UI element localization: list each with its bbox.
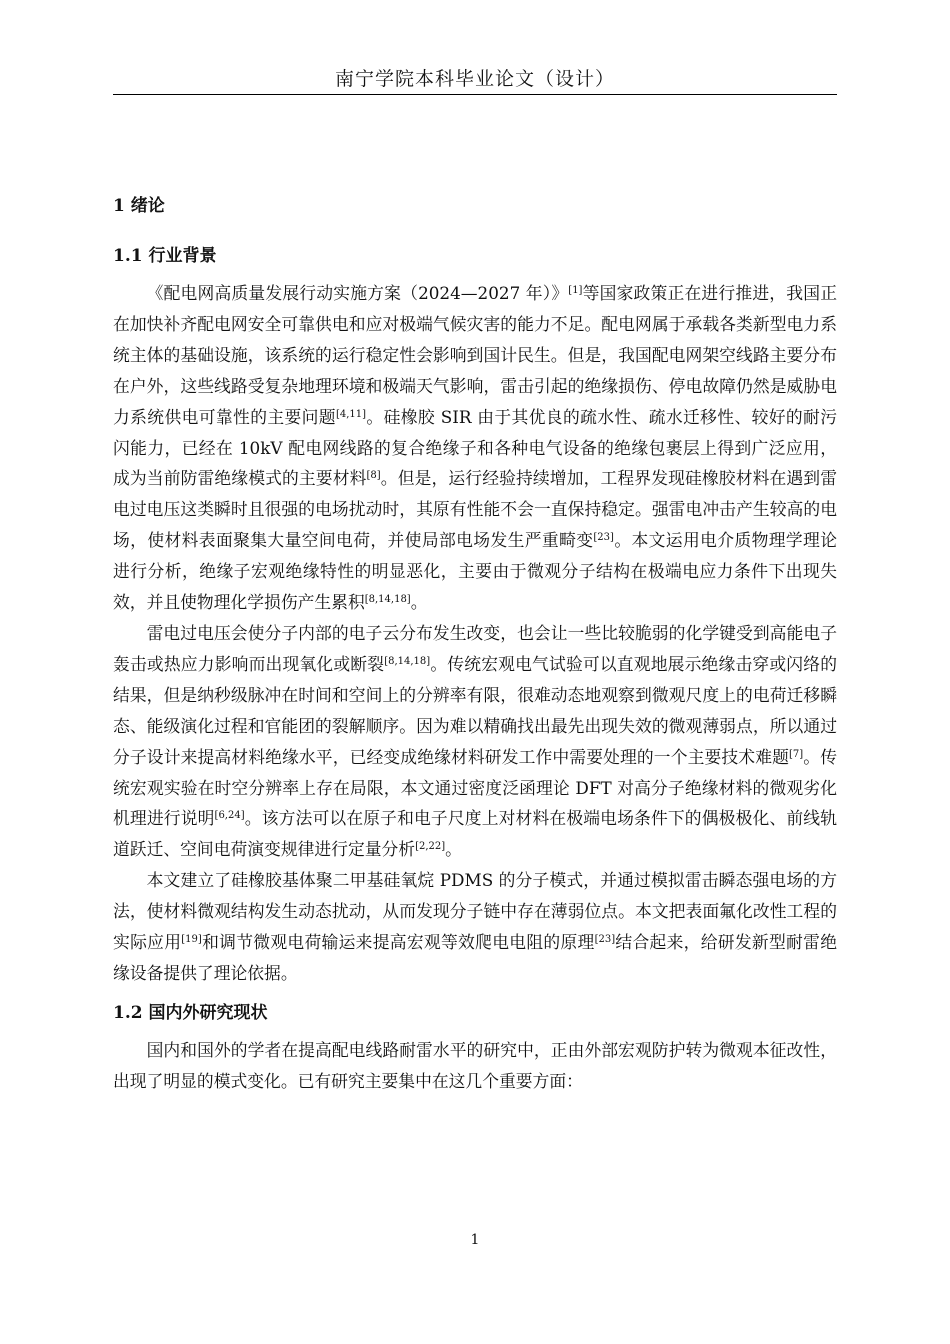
citation-ref: [8,14,18] <box>384 655 431 667</box>
citation-ref: [23] <box>594 934 616 946</box>
section-1-2-body <box>113 1035 837 1097</box>
body-paragraph <box>113 278 837 618</box>
text-run: 。传统宏观实验在时空分辨率上存在局限，本文通过密度泛函理论 DFT 对高分子绝缘材料的微观劣化机理进行说明 <box>113 746 837 829</box>
citation-ref: [1] <box>568 285 583 296</box>
text-run: 。该方法可以在原子和电子尺度上对材料在极端电场条件下的偶极极化、前线轨道跃迁、空间电荷演变规律进行定量分析 <box>113 808 837 860</box>
citation-ref: [8] <box>366 470 381 482</box>
section-title-1-2: 1.2 国内外研究现状 <box>113 1002 268 1023</box>
body-paragraph <box>113 1035 837 1097</box>
text-run: 结合起来，给研发新型耐雷绝缘设备提供了理论依据。 <box>113 932 837 983</box>
text-run: 。传统宏观电气试验可以直观地展示绝缘击穿或闪络的结果，但是纳秒级脉冲在时间和空间上的分辨率有限，很难动态地观察到微观尺度上的电荷迁移瞬态、能级演化过程和官能团的裂解顺序。因为难以精确找出最先出现失效的微观薄弱点，所以通过分子设计来提高材料绝缘水平，已经变成绝缘材料研发工作中需要处理的一个主要技术难题 <box>113 653 837 767</box>
citation-ref: [7] <box>789 748 804 760</box>
text-run: 雷电过电压会使分子内部的电子云分布发生改变，也会让一些比较脆弱的化学键受到高能电子轰击或热应力影响而出现氧化或断裂 <box>113 622 837 674</box>
text-run: 《配电网高质量发展行动实施方案（2024—2027 年）》 <box>146 283 569 303</box>
citation-ref: [23] <box>593 532 614 544</box>
citation-ref: [8,14,18] <box>364 594 411 606</box>
citation-ref: [19] <box>181 934 202 946</box>
header-rule <box>113 94 837 95</box>
citation-ref: [2,22] <box>415 841 446 853</box>
citation-ref: [4,11] <box>335 408 367 420</box>
section-1-1-body <box>113 278 837 989</box>
citation-ref: [6,24] <box>214 810 245 822</box>
page-number: 1 <box>470 1232 480 1248</box>
body-paragraph <box>113 618 837 865</box>
section-title-1-1: 1.1 行业背景 <box>113 246 217 266</box>
text-run: 。但是，运行经验持续增加，工程界发现硅橡胶材料在遇到雷电过电压这类瞬时且很强的电场扰动时，其原有性能不会一直保持稳定。强雷电冲击产生较高的电场，使材料表面聚集大量空间电荷，并使局部电场发生严重畸变 <box>113 468 837 551</box>
text-run: 本文建立了硅橡胶基体聚二甲基硅氧烷 PDMS 的分子模式，并通过模拟雷击瞬态强电场的方法，使材料微观结构发生动态扰动，从而发现分子链中存在薄弱位点。本文把表面氟化改性工程的实际应用 <box>113 870 837 953</box>
text-run: 。硅橡胶 SIR 由于其优良的疏水性、疏水迁移性、较好的耐污闪能力，已经在 10kV 配电网线路的复合绝缘子和各种电气设备的绝缘包裹层上得到广泛应用，成为当前防雷绝缘模式的主要材料 <box>113 406 837 489</box>
text-run: 和调节微观电荷输运来提高宏观等效爬电电阻的原理 <box>201 932 595 953</box>
running-header: 南宁学院本科毕业论文（设计） <box>334 68 615 90</box>
text-run: 。本文运用电介质物理学理论进行分析，绝缘子宏观绝缘特性的明显恶化，主要由于微观分子结构在极端电应力条件下出现失效，并且使物理化学损伤产生累积 <box>113 530 837 613</box>
text-run: 。 <box>445 839 462 860</box>
text-run: 国内和国外的学者在提高配电线路耐雷水平的研究中，正由外部宏观防护转为微观本征改性，出现了明显的模式变化。已有研究主要集中在这几个重要方面： <box>113 1039 837 1091</box>
text-run: 等国家政策正在进行推进，我国正在加快补齐配电网安全可靠供电和应对极端气候灾害的能力不足。配电网属于承载各类新型电力系统主体的基础设施，该系统的运行稳定性会影响到国计民生。但是，我国配电网架空线路主要分布在户外，这些线路受复杂地理环境和极端天气影响，雷击引起的绝缘损伤、停电故障仍然是威胁电力系统供电可靠性的主要问题 <box>113 283 837 427</box>
body-paragraph <box>113 865 837 989</box>
text-run: 。 <box>410 592 428 613</box>
chapter-title: 1 绪论 <box>113 196 165 216</box>
page-body <box>113 190 837 1097</box>
